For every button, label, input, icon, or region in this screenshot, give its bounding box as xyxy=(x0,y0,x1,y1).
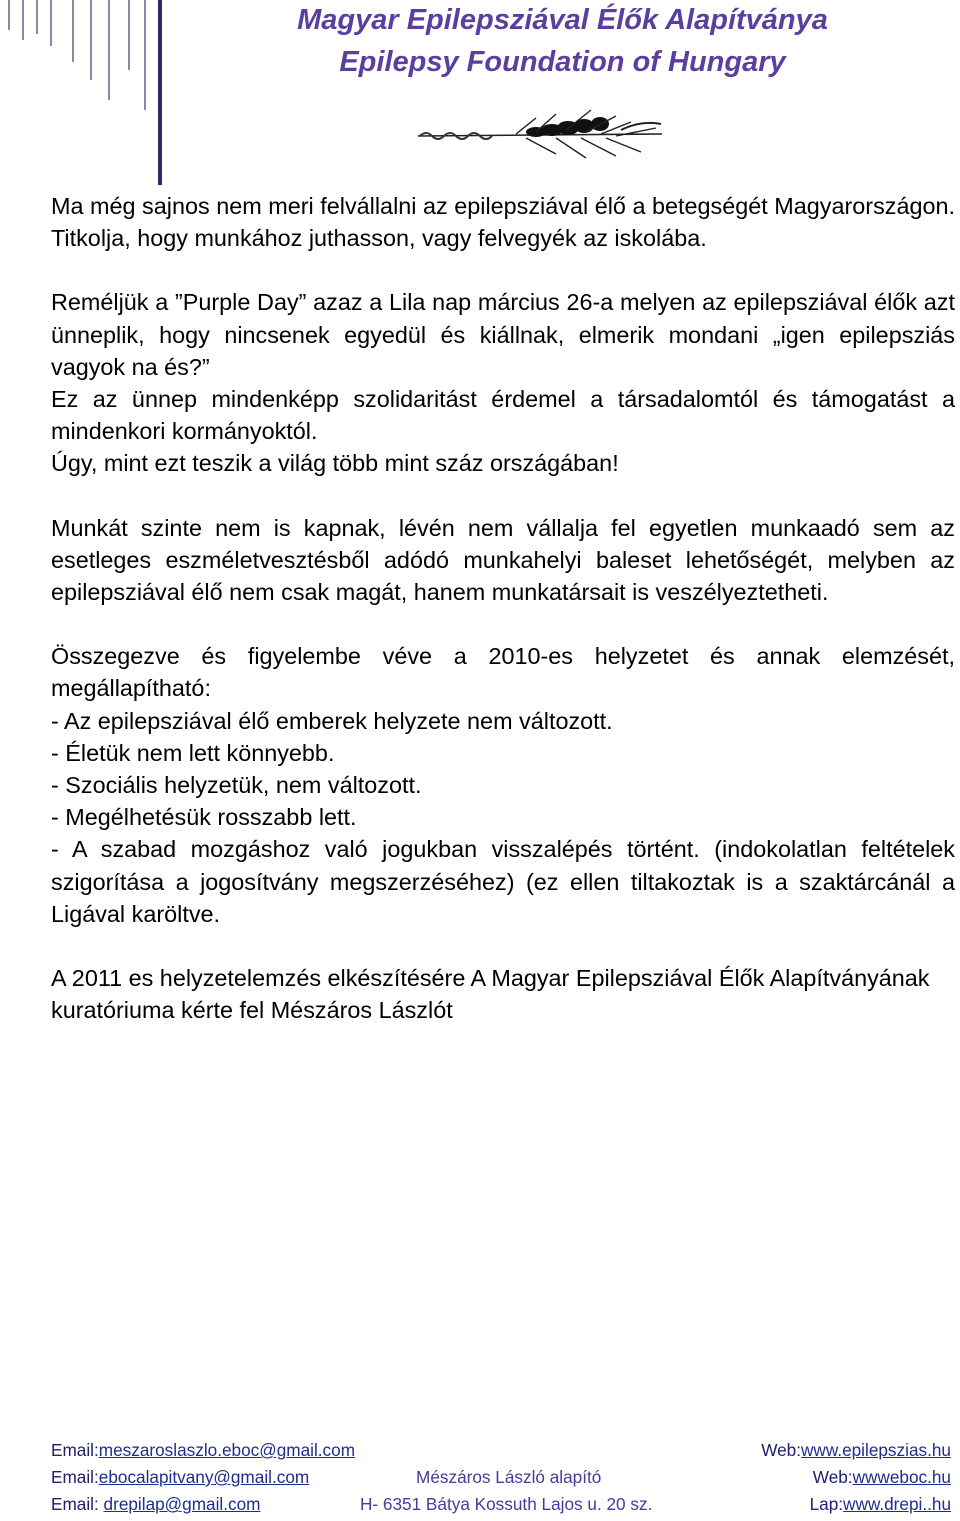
founder-name: Mészáros László alapító xyxy=(416,1467,602,1487)
email-label: Email: xyxy=(51,1440,99,1460)
paragraph-solidarity: Ez az ünnep mindenképp szolidaritást érdemel a társadalomtól és támogatást a mindenkori kormányoktól. xyxy=(51,386,955,445)
lavender-sprig-icon xyxy=(416,108,666,166)
email-label: Email: xyxy=(51,1494,104,1514)
footer-web-1 xyxy=(761,1438,951,1462)
paragraph-purple-day: Reméljük a ”Purple Day” azaz a Lila nap március 26-a melyen az epilepsziával élők azt ünneplik, hogy nincsenek egyedül és kiállnak, elmerik mondani „igen epilepsziás vagyok na és?” xyxy=(51,289,955,380)
web-link[interactable]: www.epilepszias.hu xyxy=(801,1440,951,1460)
footer-web-2 xyxy=(813,1465,951,1489)
list-item: - A szabad mozgáshoz való jogukban visszalépés történt. (indokolatlan feltételek szigorítása a jogosítvány megszerzéséhez) (ez ellen tiltakoztak is a szaktárcánál a Ligával karöltve. xyxy=(51,836,955,927)
document-body xyxy=(51,190,955,1026)
email-label: Email: xyxy=(51,1467,99,1487)
foundation-title-english: Epilepsy Foundation of Hungary xyxy=(339,46,786,78)
postal-address: H- 6351 Bátya Kossuth Lajos u. 20 sz. xyxy=(360,1494,653,1514)
paragraph-summary: Összegezve és figyelembe véve a 2010-es helyzetet és annak elemzését, megállapítható: xyxy=(51,643,955,702)
email-link[interactable]: ebocalapitvany@gmail.com xyxy=(98,1467,310,1487)
list-item: - Megélhetésük rosszabb lett. xyxy=(51,804,357,831)
footer-row-1 xyxy=(51,1438,951,1462)
footer-email-3 xyxy=(51,1492,260,1516)
web-label: Web: xyxy=(761,1440,801,1460)
email-link[interactable]: drepilap@gmail.com xyxy=(103,1494,261,1514)
footer-email-1 xyxy=(51,1438,355,1462)
paragraph-report-author: A 2011 es helyzetelemzés elkészítésére A Magyar Epilepsziával Élők Alapítványának kuratóriuma kérte fel Mészáros Lászlót xyxy=(51,965,930,1024)
paragraph-employment: Munkát szinte nem is kapnak, lévén nem vállalja fel egyetlen munkaadó sem az esetleges eszméletvesztésből adódó munkahelyi baleset lehetőségét, melyben az epilepsziával élő nem csak magát, hanem munkatársait is veszélyeztetheti. xyxy=(51,514,955,606)
footer-row-3 xyxy=(51,1492,951,1516)
list-item: - Szociális helyzetük, nem változott. xyxy=(51,772,422,799)
web-label: Web: xyxy=(812,1467,853,1487)
email-link[interactable]: meszaroslaszlo.eboc@gmail.com xyxy=(98,1440,356,1460)
list-item: - Életük nem lett könnyebb. xyxy=(51,739,335,766)
footer-email-2 xyxy=(51,1465,309,1489)
foundation-title-hungarian: Magyar Epilepsziával Élők Alapítványa xyxy=(297,4,828,36)
web-link[interactable]: www.drepi..hu xyxy=(843,1494,951,1514)
paragraph-concealment: Ma még sajnos nem meri felvállalni az epilepsziával élő a betegségét Magyarországon. Titkolja, hogy munkához juthasson, vagy felvegyék az iskolába. xyxy=(51,193,955,252)
web-link[interactable]: wwweboc.hu xyxy=(852,1467,951,1487)
footer-web-3 xyxy=(810,1492,951,1516)
paragraph-world-countries: Úgy, mint ezt teszik a világ több mint száz országában! xyxy=(51,450,619,477)
footer-row-2 xyxy=(51,1465,951,1489)
web-label: Lap: xyxy=(809,1494,844,1514)
list-item: - Az epilepsziával élő emberek helyzete nem változott. xyxy=(51,707,613,734)
